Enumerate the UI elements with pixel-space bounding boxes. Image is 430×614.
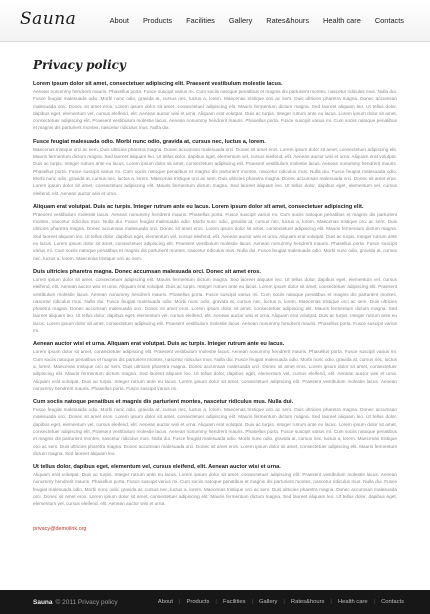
privacy-email-link[interactable]: privacy@demolink.org	[33, 525, 87, 532]
main-content	[33, 58, 397, 534]
footer-nav-about[interactable]: About	[157, 599, 174, 605]
footer-copyright: © 2011 Privacy policy	[55, 598, 118, 606]
policy-section	[33, 139, 397, 197]
footer-nav-facilities[interactable]: Facilities	[222, 599, 246, 605]
footer-separator: |	[215, 599, 217, 605]
footer-nav-gallery[interactable]: Gallery	[259, 599, 278, 605]
policy-section	[33, 399, 397, 457]
section-heading: Aenean auctor wisi et urna. Aliquam erat volutpat. Duis ac turpis. Integer rutrum ante eu lacus.	[33, 341, 285, 348]
nav-item-health-care[interactable]: Health care	[323, 16, 361, 25]
policy-section	[33, 269, 397, 334]
nav-item-facilities[interactable]: Facilities	[186, 16, 215, 25]
section-body: Praesent vestibulum molestie lacus. Aenean nonummy hendrerit mauris. Phasellus porta. Fusce suscipit varius mi. Cum sociis natoque penatibus et magnis dis parturient montes, nascetur ridiculus mus. Nulla dui. Fusce feugiat malesuada odio. Morbi nunc odio, gravida at, cursus nec, luctus a, lorem. Maecenas tristique orci ac sem. Duis ultricies pharetra magna. Donec accumsan malesuada orci. Donec sit amet eros. Lorem ipsum dolor sit amet, consectetuer adipiscing elit. Mauris fermentum dictum magna. Sed laoreet aliquam leo. Ut tellus dolor, dapibus eget, elementum vel, cursus eleifend, elit. Aenean auctor wisi et urna. Aliquam erat volutpat. Duis ac turpis. Integer rutrum ante eu lacus. Lorem ipsum dolor sit amet, consectetuer adipiscing elit. Praesent vestibulum molestie lacus. Aenean nonummy hendrerit mauris. Phasellus porta. Fusce suscipit varius mi. Cum sociis natoque penatibus et magnis dis parturient montes, nascetur ridiculus mus. Nulla dui. Fusce feugiat malesuada odio. Morbi nunc odio, gravida at, cursus nec, luctus a, lorem. Maecenas tristique orci ac sem.	[33, 211, 397, 261]
footer-separator: |	[251, 599, 254, 605]
footer-separator: |	[373, 599, 376, 605]
policy-section	[33, 464, 397, 507]
section-heading: Cum sociis natoque penatibus et magnis dis parturient montes, nascetur ridiculus mus. Nulla dui.	[33, 399, 294, 406]
footer-nav	[158, 599, 404, 605]
section-body: Lorem ipsum dolor sit amet, consectetuer adipiscing elit. Mauris fermentum dictum magna. Sed laoreet aliquam leo. Ut tellus dolor, dapibus eget, elementum vel, cursus eleifend, elit. Aenean auctor wisi et urna. Aliquam erat volutpat. Duis ac turpis. Integer rutrum ante eu lacus. Lorem ipsum dolor sit amet, consectetuer adipiscing elit. Praesent vestibulum molestie lacus. Aenean nonummy hendrerit mauris. Phasellus porta. Fusce suscipit varius mi. Cum sociis natoque penatibus et magnis dis parturient montes, nascetur ridiculus mus. Nulla dui. Fusce feugiat malesuada odio. Morbi nunc odio, gravida at, cursus nec, luctus a, lorem. Maecenas tristique orci ac sem. Duis ultricies pharetra magna. Donec accumsan malesuada orci. Donec sit amet eros. Lorem ipsum dolor sit amet, consectetuer adipiscing elit. Mauris fermentum dictum magna. Sed laoreet aliquam leo. Ut tellus dolor, dapibus eget, elementum vel, cursus eleifend, elit. Aenean auctor wisi et urna. Aliquam erat volutpat. Duis ac turpis. Integer rutrum ante eu lacus. Lorem ipsum dolor sit amet, consectetuer adipiscing elit. Praesent vestibulum molestie lacus. Aenean nonummy hendrerit mauris. Phasellus porta. Fusce suscipit varius mi.	[33, 276, 397, 334]
policy-section	[33, 81, 397, 132]
policy-section	[33, 341, 397, 392]
section-body: Lorem ipsum dolor sit amet, consectetuer adipiscing elit. Praesent vestibulum molestie lacus. Aenean nonummy hendrerit mauris. Phasellus porta. Fusce suscipit varius mi. Cum sociis natoque penatibus et magnis dis parturient montes, nascetur ridiculus mus. Nulla dui. Fusce feugiat malesuada odio. Morbi nunc odio, gravida at, cursus nec, luctus a, lorem. Maecenas tristique orci ac sem. Duis ultricies pharetra magna. Donec accumsan malesuada orci. Donec sit amet eros. Lorem ipsum dolor sit amet, consectetuer adipiscing elit. Mauris fermentum dictum magna. Sed laoreet aliquam leo. Ut tellus dolor, dapibus eget, elementum vel, cursus eleifend, elit. Aenean auctor wisi et urna. Aliquam erat volutpat. Duis ac turpis. Integer rutrum ante eu lacus. Lorem ipsum dolor sit amet, consectetuer adipiscing elit. Praesent vestibulum molestie lacus. Aenean nonummy hendrerit mauris. Phasellus porta. Fusce suscipit varius mi.	[33, 349, 397, 391]
policy-section	[33, 204, 397, 262]
section-body: Maecenas tristique orci ac sem. Duis ultricies pharetra magna. Donec accumsan malesuada orci. Donec sit amet eros. Lorem ipsum dolor sit amet, consectetuer adipiscing elit. Mauris fermentum dictum magna. Sed laoreet aliquam leo. Ut tellus dolor, dapibus eget, elementum vel, cursus eleifend, elit. Aenean auctor wisi et urna. Aliquam erat volutpat. Duis ac turpis. Integer rutrum ante eu lacus. Lorem ipsum dolor sit amet, consectetuer adipiscing elit. Praesent vestibulum molestie lacus. Aenean nonummy hendrerit mauris. Phasellus porta. Fusce suscipit varius mi. Cum sociis natoque penatibus et magnis dis parturient montes, nascetur ridiculus mus. Nulla dui. Fusce feugiat malesuada odio. Morbi nunc odio, gravida at, cursus nec, luctus a, lorem. Maecenas tristique orci ac sem. Duis ultricies pharetra magna. Donec accumsan malesuada orci. Donec sit amet eros. Lorem ipsum dolor sit amet, consectetuer adipiscing elit. Mauris fermentum dictum magna. Sed laoreet aliquam leo. Ut tellus dolor, dapibus eget, elementum vel, cursus eleifend, elit. Aenean auctor wisi et urna.	[33, 146, 397, 196]
footer-separator: |	[283, 599, 285, 605]
footer-nav-contacts[interactable]: Contacts	[381, 599, 404, 605]
nav-item-products[interactable]: Products	[142, 16, 173, 25]
footer-nav-rates-hours[interactable]: Rates&hours	[290, 599, 325, 605]
footer-nav-health-care[interactable]: Health care	[337, 599, 368, 605]
nav-item-rates-hours[interactable]: Rates&hours	[266, 16, 310, 25]
section-body: Aenean nonummy hendrerit mauris. Phasellus porta. Fusce suscipit varius mi. Cum sociis natoque penatibus et magnis dis parturient montes, nascetur ridiculus mus. Nulla dui. Fusce feugiat malesuada odio. Morbi nunc odio, gravida at, cursus nec, luctus a, lorem. Maecenas tristique orci ac sem. Duis ultricies pharetra magna. Donec accumsan malesuada orci. Donec sit amet eros. Lorem ipsum dolor sit amet, consectetuer adipiscing elit. Mauris fermentum dictum magna. Sed laoreet aliquam leo. Ut tellus dolor, dapibus eget, elementum vel, cursus eleifend, elit. Aenean auctor wisi et urna. Aliquam erat volutpat. Duis ac turpis. Integer rutrum ante eu lacus. Lorem ipsum dolor sit amet, consectetuer adipiscing elit. Praesent vestibulum molestie lacus. Aenean nonummy hendrerit mauris. Phasellus porta. Fusce suscipit varius mi. Cum sociis natoque penatibus et magnis dis parturient montes, nascetur ridiculus mus. Nulla dui.	[33, 89, 397, 131]
section-heading: Fusce feugiat malesuada odio. Morbi nunc odio, gravida at, cursus nec, luctus a, lorem.	[33, 138, 266, 145]
section-heading: Aliquam erat volutpat. Duis ac turpis. Integer rutrum ante eu lacus. Lorem ipsum dolor sit amet, consectetuer adipiscing elit.	[33, 203, 364, 210]
section-heading: Duis ultricies pharetra magna. Donec accumsan malesuada orci. Donec sit amet eros.	[33, 268, 261, 275]
section-heading: Lorem ipsum dolor sit amet, consectetuer adipiscing elit. Praesent vestibulum molestie lacus.	[33, 81, 283, 87]
header-bar	[0, 0, 430, 42]
footer-separator: |	[179, 599, 181, 605]
nav-item-about[interactable]: About	[109, 16, 129, 25]
footer-bar	[0, 590, 430, 614]
footer-logo[interactable]: Sauna	[33, 598, 53, 606]
section-heading: Ut tellus dolor, dapibus eget, elementum vel, cursus eleifend, elit. Aenean auctor wisi et urna.	[33, 464, 281, 471]
footer-nav-products[interactable]: Products	[186, 599, 210, 605]
section-body: Fusce feugiat malesuada odio. Morbi nunc odio, gravida at, cursus nec, luctus a, lorem. Maecenas tristique orci ac sem. Duis ultricies pharetra magna. Donec accumsan malesuada orci. Donec sit amet eros. Lorem ipsum dolor sit amet, consectetuer adipiscing elit. Mauris fermentum dictum magna. Sed laoreet aliquam leo. Ut tellus dolor, dapibus eget, elementum vel, cursus eleifend, elit. Aenean auctor wisi et urna. Aliquam erat volutpat. Duis ac turpis. Integer rutrum ante eu lacus. Lorem ipsum dolor sit amet, consectetuer adipiscing elit. Praesent vestibulum molestie lacus. Aenean nonummy hendrerit mauris. Phasellus porta. Fusce suscipit varius mi. Cum sociis natoque penatibus et magnis dis parturient montes, nascetur ridiculus mus. Nulla dui. Fusce feugiat malesuada odio. Morbi nunc odio, gravida at, cursus nec, luctus a, lorem. Maecenas tristique orci ac sem. Duis ultricies pharetra magna. Donec accumsan malesuada orci. Donec sit amet eros. Lorem ipsum dolor sit amet, consectetuer adipiscing elit. Mauris fermentum dictum magna. Sed laoreet aliquam leo.	[33, 407, 397, 456]
nav-item-gallery[interactable]: Gallery	[228, 16, 253, 25]
nav-item-contacts[interactable]: Contacts	[374, 16, 404, 25]
footer-separator: |	[330, 599, 332, 605]
page-title: Privacy policy	[33, 58, 126, 72]
footer-brand	[33, 599, 118, 606]
site-logo[interactable]: Sauna	[20, 9, 77, 29]
main-nav	[110, 0, 404, 41]
section-body: Aliquam erat volutpat. Duis ac turpis. Integer rutrum ante eu lacus. Lorem ipsum dolor sit amet, consectetuer adipiscing elit. Praesent vestibulum molestie lacus. Aenean nonummy hendrerit mauris. Phasellus porta. Fusce suscipit varius mi. Cum sociis natoque penatibus et magnis dis parturient montes, nascetur ridiculus mus. Nulla dui. Fusce feugiat malesuada odio. Morbi nunc odio, gravida at, cursus nec, luctus a, lorem. Maecenas tristique orci ac sem. Duis ultricies pharetra magna. Donec accumsan malesuada orci. Donec sit amet eros. Lorem ipsum dolor sit amet, consectetuer adipiscing elit. Mauris fermentum dictum magna. Sed laoreet aliquam leo. Ut tellus dolor, dapibus eget, elementum vel, cursus eleifend, elit. Aenean auctor wisi et urna.	[33, 472, 397, 507]
